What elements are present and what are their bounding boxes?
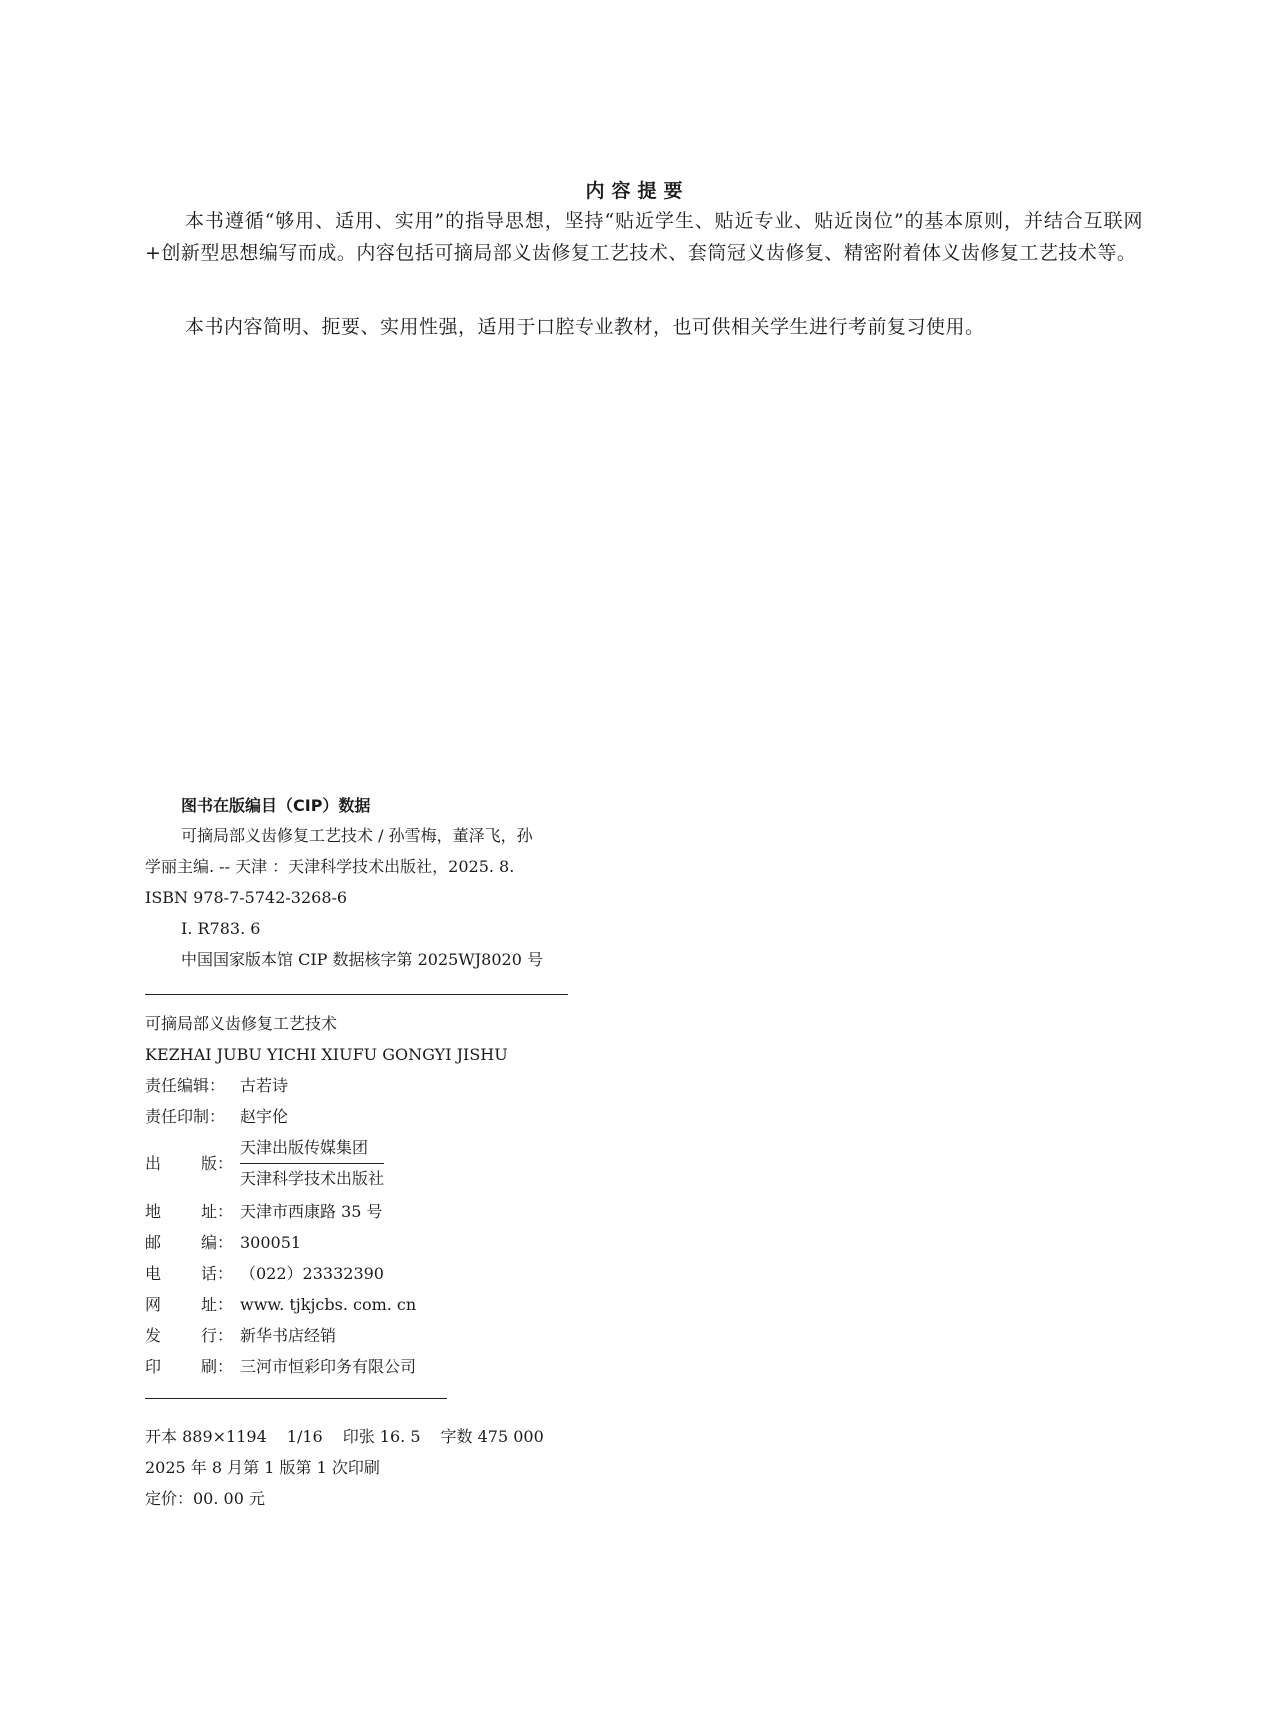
website-label: 网 址： xyxy=(145,1295,233,1314)
printer-value: 三河市恒彩印务有限公司 xyxy=(240,1357,417,1376)
cip-isbn: ISBN 978-7-5742-3268-6 xyxy=(145,888,348,907)
editor-value: 古若诗 xyxy=(240,1076,289,1095)
phone-label: 电 话： xyxy=(145,1264,233,1283)
postcode-value: 300051 xyxy=(240,1233,302,1252)
cip-line: 可摘局部义齿修复工艺技术 / 孙雪梅，董泽飞，孙 xyxy=(181,826,533,845)
phone-row xyxy=(145,1258,384,1289)
print-row xyxy=(145,1101,288,1132)
website-value[interactable]: www. tjkjcbs. com. cn xyxy=(240,1295,417,1314)
printer-row xyxy=(145,1351,416,1382)
distribution-row xyxy=(145,1320,336,1351)
divider xyxy=(145,994,568,995)
editor-label: 责任编辑： xyxy=(145,1076,226,1095)
distribution-value: 新华书店经销 xyxy=(240,1326,337,1345)
summary-paragraph-1: 本书遵循“够用、适用、实用”的指导思想，坚持“贴近学生、贴近专业、贴近岗位”的基本原则，并结合互联网+创新型思想编写而成。内容包括可摘局部义齿修复工艺技术、套筒冠义齿修复、精密附着体义齿修复工艺技术等。 xyxy=(145,210,1143,264)
distribution-label: 发 行： xyxy=(145,1326,233,1345)
sheets: 印张 16. 5 xyxy=(342,1427,421,1446)
fraction: 1/16 xyxy=(286,1427,323,1446)
cip-data-block xyxy=(145,820,595,975)
cip-record-number: 中国国家版本馆 CIP 数据核字第 2025WJ8020 号 xyxy=(181,950,543,969)
book-title-cn: 可摘局部义齿修复工艺技术 xyxy=(145,1014,338,1033)
price-line: 定价：00. 00 元 xyxy=(145,1489,265,1508)
printer-label: 印 刷： xyxy=(145,1357,233,1376)
address-label: 地 址： xyxy=(145,1202,233,1221)
website-row xyxy=(145,1289,416,1320)
format-line xyxy=(145,1421,544,1452)
print-value: 赵宇伦 xyxy=(240,1107,289,1126)
publisher-group: 天津出版传媒集团 xyxy=(240,1133,384,1164)
phone-value: （022）23332390 xyxy=(240,1264,384,1283)
publisher-value xyxy=(240,1133,384,1194)
publisher-label: 出 版： xyxy=(145,1154,233,1173)
cip-classification: Ⅰ. R783. 6 xyxy=(181,919,261,938)
divider xyxy=(145,1398,447,1399)
edition-line: 2025 年 8 月第 1 版第 1 次印刷 xyxy=(145,1458,380,1477)
cip-heading: 图书在版编目（CIP）数据 xyxy=(181,796,371,815)
print-specs xyxy=(145,1421,544,1514)
format: 开本 889×1194 xyxy=(145,1427,267,1446)
summary-title: 内容提要 xyxy=(585,180,690,202)
publisher-row xyxy=(145,1133,384,1194)
postcode-row xyxy=(145,1227,301,1258)
print-label: 责任印制： xyxy=(145,1107,226,1126)
address-row xyxy=(145,1196,383,1227)
cip-line: 学丽主编. -- 天津 ：天津科学技术出版社，2025. 8. xyxy=(145,857,515,876)
word-count: 字数 475 000 xyxy=(440,1427,544,1446)
editor-row xyxy=(145,1070,288,1101)
publisher-name: 天津科学技术出版社 xyxy=(240,1169,385,1188)
address-value: 天津市西康路 35 号 xyxy=(240,1202,383,1221)
postcode-label: 邮 编： xyxy=(145,1233,233,1252)
summary-paragraph-2: 本书内容简明、扼要、实用性强，适用于口腔专业教材，也可供相关学生进行考前复习使用。 xyxy=(185,316,985,338)
book-title-pinyin: KEZHAI JUBU YICHI XIUFU GONGYI JISHU xyxy=(145,1045,508,1064)
